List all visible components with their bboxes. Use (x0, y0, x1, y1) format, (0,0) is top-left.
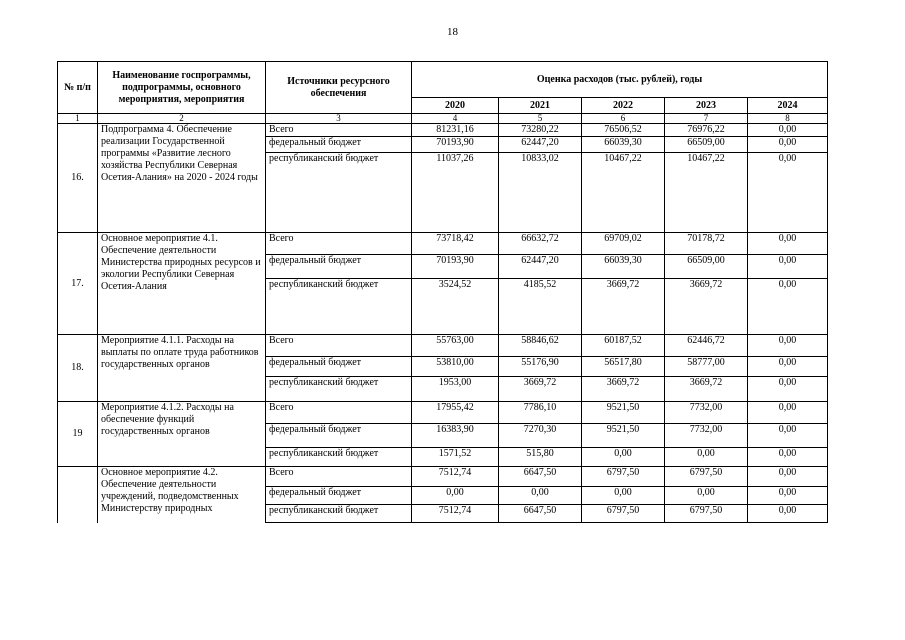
program-name: Основное мероприятие 4.2. Обеспечение деятельности учреждений, подведомственных Министерству природных (98, 467, 266, 523)
header-num: № п/п (58, 62, 98, 114)
expense-value: 3669,72 (665, 279, 748, 335)
table-row (58, 124, 828, 137)
expense-value: 55763,00 (412, 335, 499, 357)
expense-value: 6647,50 (499, 505, 582, 523)
funding-source: федеральный бюджет (266, 255, 412, 279)
expense-value: 3669,72 (499, 377, 582, 402)
expense-value: 66509,00 (665, 137, 748, 153)
expense-value: 7786,10 (499, 402, 582, 424)
expense-value: 55176,90 (499, 357, 582, 377)
expense-value: 58777,00 (665, 357, 748, 377)
expense-value: 62447,20 (499, 137, 582, 153)
expense-value: 73718,42 (412, 233, 499, 255)
program-name: Мероприятие 4.1.1. Расходы на выплаты по оплате труда работников государственных органов (98, 335, 266, 402)
table-row (58, 402, 828, 424)
expense-value: 10467,22 (665, 153, 748, 233)
expense-value: 0,00 (748, 279, 828, 335)
expense-value: 66039,30 (582, 137, 665, 153)
expense-value: 0,00 (748, 448, 828, 467)
funding-source: Всего (266, 335, 412, 357)
expense-value: 3669,72 (582, 279, 665, 335)
expense-value: 7512,74 (412, 467, 499, 487)
column-index: 7 (665, 114, 748, 124)
header-name: Наименование госпрограммы, подпрограммы, основного мероприятия, мероприятия (98, 62, 266, 114)
expense-value: 76976,22 (665, 124, 748, 137)
expense-value: 0,00 (748, 124, 828, 137)
expense-value: 515,80 (499, 448, 582, 467)
expense-value: 53810,00 (412, 357, 499, 377)
expense-value: 0,00 (412, 487, 499, 505)
expense-value: 6647,50 (499, 467, 582, 487)
program-name: Подпрограмма 4. Обеспечение реализации Государственной программы «Развитие лесного хозяйства Республики Северная Осетия-Алания» на 2020 - 2024 годы (98, 124, 266, 233)
column-index: 6 (582, 114, 665, 124)
expense-value: 0,00 (748, 335, 828, 357)
funding-source: республиканский бюджет (266, 377, 412, 402)
expense-value: 0,00 (748, 153, 828, 233)
header-year: 2020 (412, 98, 499, 114)
row-number: 16. (58, 124, 98, 233)
expense-value: 60187,52 (582, 335, 665, 357)
expense-value: 7270,30 (499, 424, 582, 448)
expense-value: 0,00 (748, 467, 828, 487)
expense-value: 7732,00 (665, 402, 748, 424)
expense-value: 0,00 (582, 448, 665, 467)
expense-value: 0,00 (748, 377, 828, 402)
header-year: 2021 (499, 98, 582, 114)
expense-value: 0,00 (748, 137, 828, 153)
table-row (58, 467, 828, 487)
expense-value: 58846,62 (499, 335, 582, 357)
program-name: Мероприятие 4.1.2. Расходы на обеспечение функций государственных органов (98, 402, 266, 467)
expense-value: 0,00 (499, 487, 582, 505)
expense-value: 10833,02 (499, 153, 582, 233)
row-number: 17. (58, 233, 98, 335)
funding-source: федеральный бюджет (266, 487, 412, 505)
expense-value: 9521,50 (582, 402, 665, 424)
expense-value: 0,00 (665, 487, 748, 505)
expense-value: 6797,50 (582, 505, 665, 523)
expense-value: 73280,22 (499, 124, 582, 137)
expense-value: 7732,00 (665, 424, 748, 448)
expense-value: 1571,52 (412, 448, 499, 467)
funding-source: Всего (266, 402, 412, 424)
expense-value: 56517,80 (582, 357, 665, 377)
column-index: 5 (499, 114, 582, 124)
expense-value: 76506,52 (582, 124, 665, 137)
expense-value: 70193,90 (412, 137, 499, 153)
expense-value: 4185,52 (499, 279, 582, 335)
expense-value: 3669,72 (582, 377, 665, 402)
expense-value: 3524,52 (412, 279, 499, 335)
expense-value: 0,00 (748, 233, 828, 255)
table-body (58, 124, 828, 523)
expense-value: 66509,00 (665, 255, 748, 279)
table-row (58, 233, 828, 255)
column-index: 3 (266, 114, 412, 124)
expense-value: 0,00 (582, 487, 665, 505)
expense-value: 9521,50 (582, 424, 665, 448)
program-name: Основное мероприятие 4.1. Обеспечение деятельности Министерства природных ресурсов и экологии Республики Северная Осетия-Алания (98, 233, 266, 335)
funding-source: Всего (266, 467, 412, 487)
table-row (58, 335, 828, 357)
funding-source: Всего (266, 233, 412, 255)
row-number (58, 467, 98, 523)
expense-value: 3669,72 (665, 377, 748, 402)
expense-value: 0,00 (748, 424, 828, 448)
funding-source: федеральный бюджет (266, 357, 412, 377)
expense-value: 0,00 (748, 402, 828, 424)
expense-value: 0,00 (748, 255, 828, 279)
funding-source: федеральный бюджет (266, 424, 412, 448)
funding-source: Всего (266, 124, 412, 137)
funding-source: республиканский бюджет (266, 279, 412, 335)
column-index: 2 (98, 114, 266, 124)
expense-value: 6797,50 (582, 467, 665, 487)
expense-value: 6797,50 (665, 505, 748, 523)
expense-value: 62446,72 (665, 335, 748, 357)
expense-value: 11037,26 (412, 153, 499, 233)
page-number: 18 (447, 26, 458, 38)
row-number: 18. (58, 335, 98, 402)
column-index: 4 (412, 114, 499, 124)
row-number: 19 (58, 402, 98, 467)
header-year: 2022 (582, 98, 665, 114)
expense-value: 0,00 (748, 487, 828, 505)
expense-value: 1953,00 (412, 377, 499, 402)
expense-value: 70193,90 (412, 255, 499, 279)
expense-value: 66039,30 (582, 255, 665, 279)
header-year: 2024 (748, 98, 828, 114)
funding-source: республиканский бюджет (266, 448, 412, 467)
expense-value: 0,00 (748, 505, 828, 523)
header-year: 2023 (665, 98, 748, 114)
expense-value: 17955,42 (412, 402, 499, 424)
funding-source: республиканский бюджет (266, 505, 412, 523)
funding-source: республиканский бюджет (266, 153, 412, 233)
expense-value: 70178,72 (665, 233, 748, 255)
budget-table (57, 61, 828, 523)
expense-value: 10467,22 (582, 153, 665, 233)
column-index: 1 (58, 114, 98, 124)
expense-value: 0,00 (665, 448, 748, 467)
expense-value: 66632,72 (499, 233, 582, 255)
expense-value: 69709,02 (582, 233, 665, 255)
funding-source: федеральный бюджет (266, 137, 412, 153)
expense-value: 0,00 (748, 357, 828, 377)
expense-value: 6797,50 (665, 467, 748, 487)
expense-value: 81231,16 (412, 124, 499, 137)
header-source: Источники ресурсного обеспечения (266, 62, 412, 114)
expense-value: 16383,90 (412, 424, 499, 448)
header-estimate: Оценка расходов (тыс. рублей), годы (412, 62, 828, 98)
column-index: 8 (748, 114, 828, 124)
expense-value: 62447,20 (499, 255, 582, 279)
expense-value: 7512,74 (412, 505, 499, 523)
